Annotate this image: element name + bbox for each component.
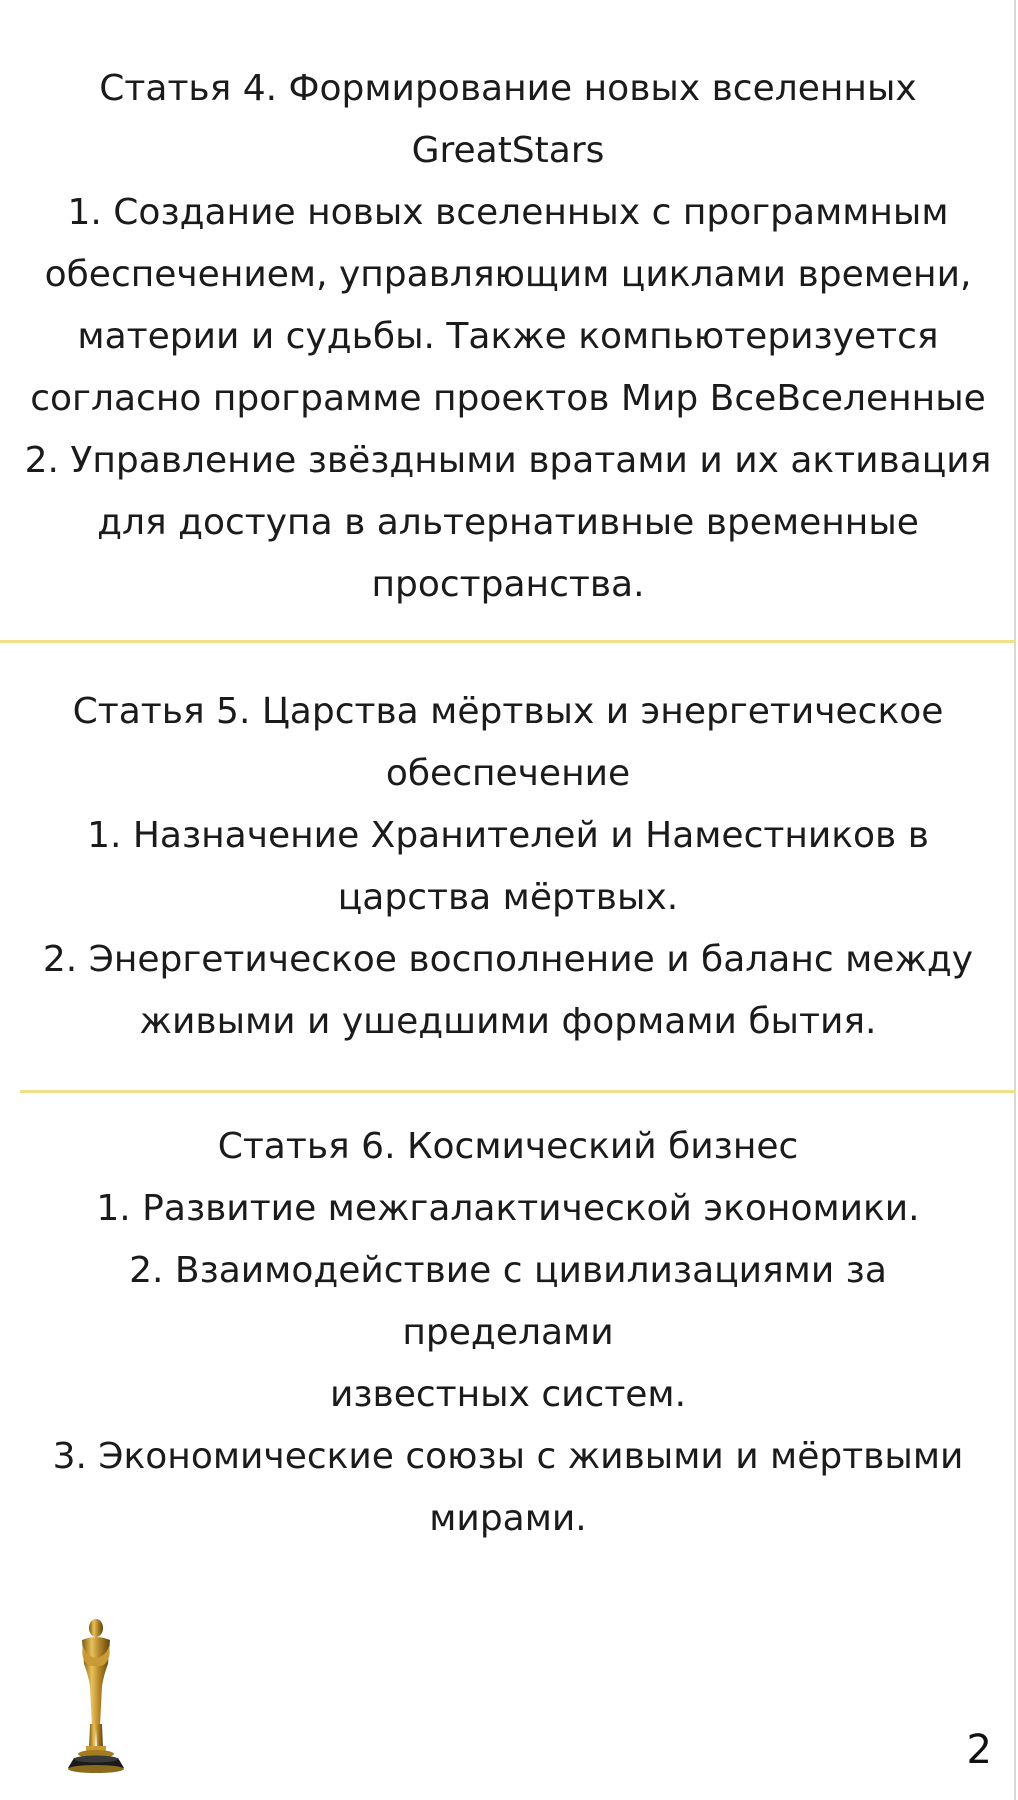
article-4-line: согласно программе проектов Мир ВсеВселенные: [30, 378, 986, 419]
article-6-line: 3. Экономические союзы с живыми и мёртвыми: [52, 1436, 964, 1477]
article-4-title: Статья 4. Формирование новых вселенных: [99, 68, 917, 109]
article-5-line: царства мёртвых.: [337, 877, 679, 918]
article-6-line: 1. Развитие межгалактической экономики.: [96, 1188, 920, 1229]
article-5: [20, 681, 996, 1053]
article-5-title-cont: обеспечение: [385, 753, 631, 794]
section-divider: [20, 1090, 1016, 1093]
article-6-title: Статья 6. Космический бизнес: [217, 1126, 799, 1167]
article-5-line: 1. Назначение Хранителей и Наместников в: [87, 815, 929, 856]
article-4: [20, 58, 996, 616]
article-4-title-cont: GreatStars: [411, 130, 605, 171]
article-5-line: живыми и ушедшими формами бытия.: [139, 1001, 877, 1042]
article-4-line: обеспечением, управляющим циклами времени,: [44, 254, 972, 295]
article-4-line: 2. Управление звёздными вратами и их активация: [24, 440, 992, 481]
article-4-line: для доступа в альтернативные временные: [97, 502, 919, 543]
article-5-title: Статья 5. Царства мёртвых и энергетическое: [72, 691, 944, 732]
article-6-line: мирами.: [429, 1498, 587, 1539]
section-divider: [0, 640, 1016, 643]
article-4-line: материи и судьбы. Также компьютеризуется: [77, 316, 939, 357]
article-6: [20, 1116, 996, 1550]
article-6-line: 2. Взаимодействие с цивилизациями за пределами: [129, 1250, 887, 1353]
article-4-line: 1. Создание новых вселенных с программным: [67, 192, 949, 233]
page-number: 2: [966, 1727, 992, 1773]
golden-statuette-icon: [56, 1616, 136, 1776]
article-4-line: пространства.: [371, 564, 645, 605]
article-6-line: известных систем.: [329, 1374, 687, 1415]
article-5-line: 2. Энергетическое восполнение и баланс между: [42, 939, 974, 980]
